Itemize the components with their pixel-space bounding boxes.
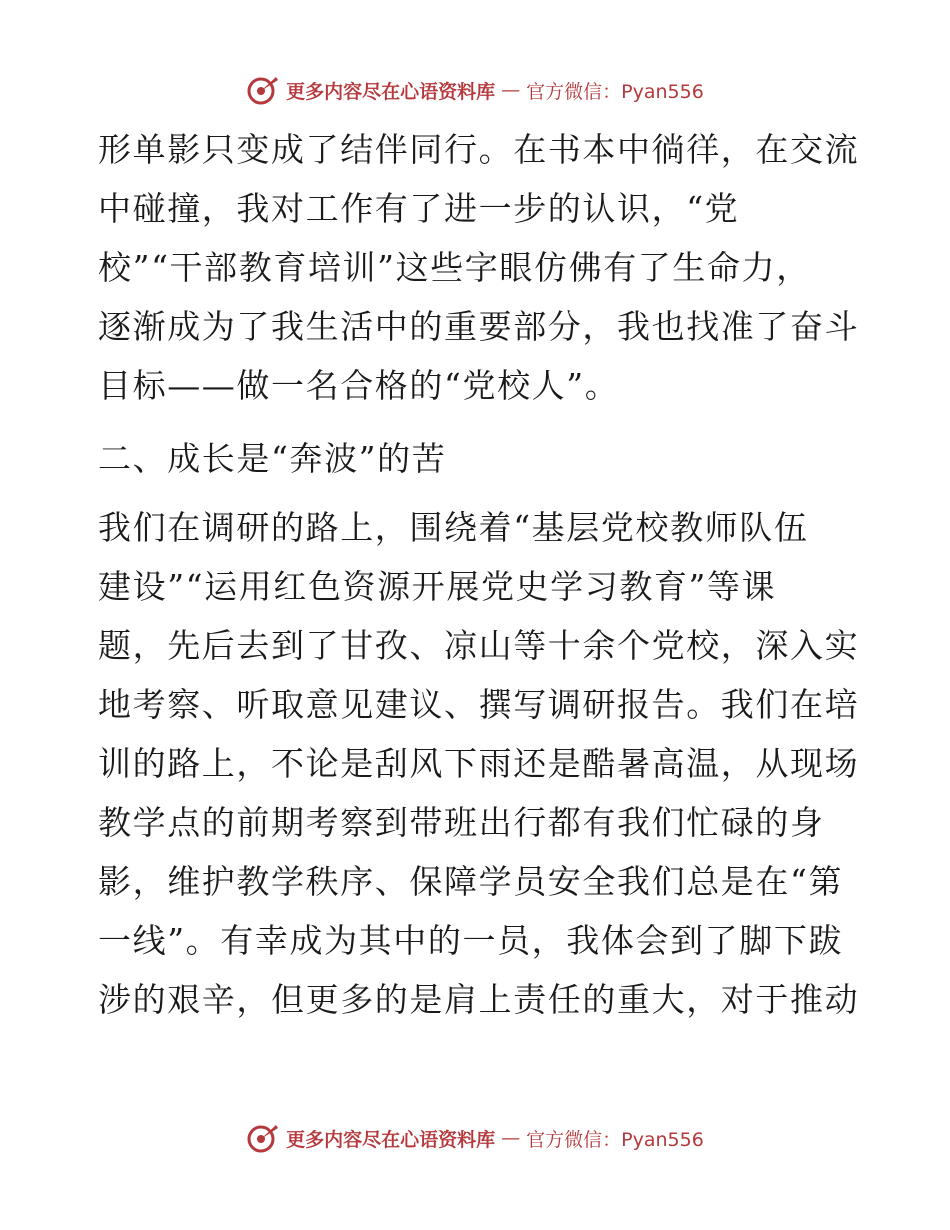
pen-circle-logo-icon <box>246 1121 280 1155</box>
paragraph-2 <box>98 498 858 1029</box>
text-line: 建设”“运用红色资源开展党史学习教育”等课 <box>98 567 777 606</box>
text-line: 形单影只变成了结伴同行。在书本中徜徉，在交流 <box>98 130 860 169</box>
header-dash: — <box>501 79 521 101</box>
footer-wechat-text: 官方微信：Pyan556 <box>526 1128 704 1151</box>
text-line: 逐渐成为了我生活中的重要部分，我也找准了奋斗 <box>98 307 860 346</box>
page-header <box>0 70 950 110</box>
text-line: 校”“干部教育培训”这些字眼仿佛有了生命力， <box>98 248 811 287</box>
text-line: 目标——做一名合格的“党校人”。 <box>98 366 620 405</box>
document-body <box>98 120 858 1029</box>
paragraph-1 <box>98 120 858 415</box>
text-line: 地考察、听取意见建议、撰写调研报告。我们在培 <box>98 685 860 724</box>
header-brand-text: 更多内容尽在心语资料库 <box>286 80 496 103</box>
header-wechat-text: 官方微信：Pyan556 <box>526 80 704 103</box>
text-line: 教学点的前期考察到带班出行都有我们忙碌的身 <box>98 803 825 842</box>
text-line: 一线”。有幸成为其中的一员，我体会到了脚下跋 <box>98 921 844 960</box>
text-line: 中碰撞，我对工作有了进一步的认识，“党 <box>98 189 740 228</box>
footer-brand-text: 更多内容尽在心语资料库 <box>286 1128 496 1151</box>
pen-circle-logo-icon <box>246 73 280 107</box>
footer-dash: — <box>501 1127 521 1149</box>
footer-brand <box>246 1121 704 1155</box>
text-line: 题，先后去到了甘孜、凉山等十余个党校，深入实 <box>98 626 860 665</box>
section-heading: 二、成长是“奔波”的苦 <box>98 439 447 478</box>
text-line: 我们在调研的路上，围绕着“基层党校教师队伍 <box>98 508 809 547</box>
text-line: 涉的艰辛，但更多的是肩上责任的重大，对于推动 <box>98 980 860 1019</box>
page-footer <box>0 1118 950 1158</box>
header-brand <box>246 73 704 107</box>
text-line: 训的路上，不论是刮风下雨还是酷暑高温，从现场 <box>98 744 860 783</box>
text-line: 影，维护教学秩序、保障学员安全我们总是在“第 <box>98 862 844 901</box>
